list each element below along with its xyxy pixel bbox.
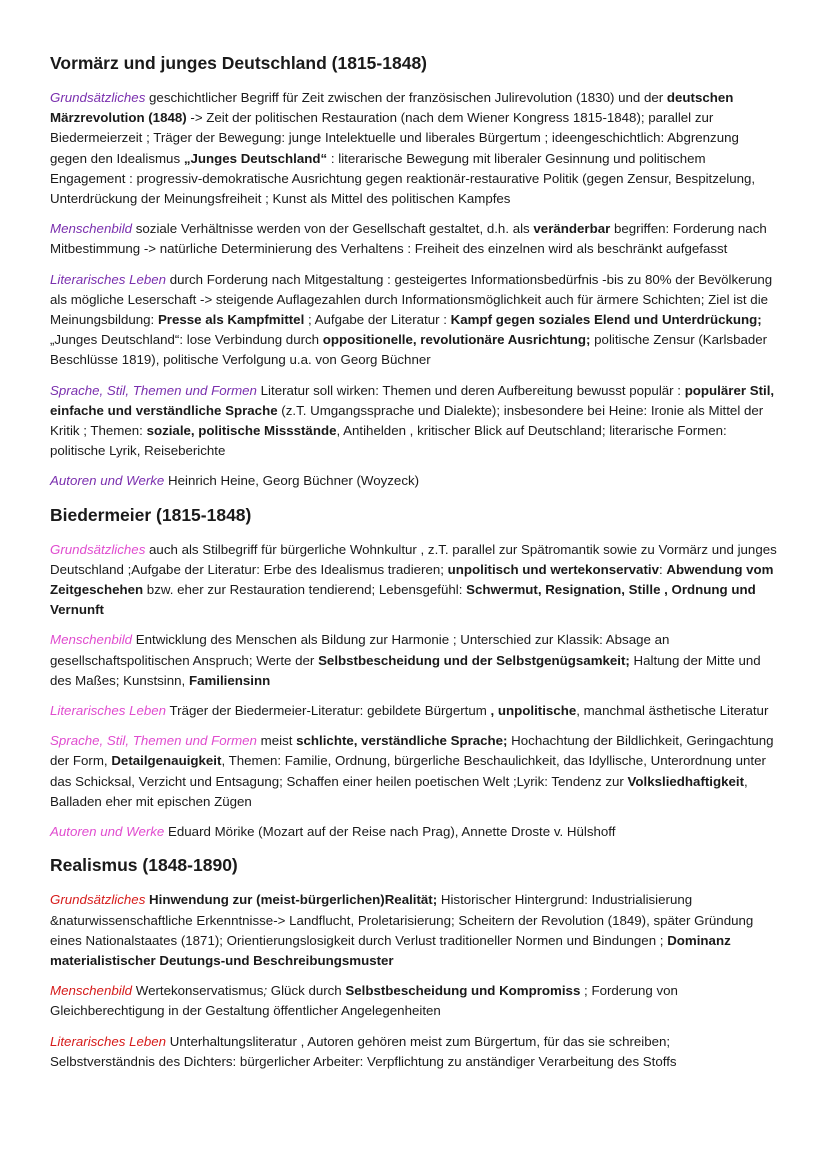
- text: :: [658, 561, 667, 577]
- bold-text: Detailgenauigkeit: [111, 753, 222, 769]
- text: , Themen: Familie, Ordnung, bürgerliche Beschaulichkeit, das Idyllische, Unterordnung unter das Schicksal, Verzicht und Entsagung; Schaffen einer heilen poetischen Welt ;Lyrik: Tendenz zur: [50, 753, 766, 789]
- text: ; Aufgabe der Literatur :: [304, 312, 451, 328]
- bold-text: populärer Stil, einfache und verständliche Sprache: [50, 382, 775, 418]
- text: , manchmal ästhetische Literatur: [576, 703, 769, 719]
- section-0: [50, 52, 778, 492]
- paragraph-label: Literarisches Leben: [50, 271, 167, 287]
- paragraph-label: Sprache, Stil, Themen und Formen: [50, 733, 257, 749]
- paragraph-label: Menschenbild: [50, 632, 133, 648]
- text: Literatur soll wirken: Themen und deren Aufbereitung bewusst populär :: [256, 382, 685, 398]
- section-1: [50, 504, 778, 843]
- paragraph: [50, 540, 778, 621]
- paragraph: [50, 981, 778, 1021]
- paragraph: [50, 890, 778, 971]
- bold-text: Selbstbescheidung und Kompromiss: [345, 983, 581, 999]
- bold-text: „Junges Deutschland“: [183, 150, 328, 166]
- bold-text: Presse als Kampfmittel: [157, 312, 305, 328]
- text: (z.T. Umgangssprache und Dialekte); insbesondere bei Heine: Ironie als Mittel der Kritik ; Themen:: [50, 402, 764, 439]
- text: „Junges Deutschland“: lose Verbindung durch: [50, 332, 323, 348]
- text: begriffen: Forderung nach Mitbestimmung -> natürliche Determinierung des Verhaltens : Freiheit des einzelnen wird als beschränkt aufgefasst: [50, 221, 767, 257]
- bold-text: soziale, politische Missstände: [146, 423, 337, 439]
- bold-text: Dominanz materialistischer Deutungs-und Beschreibungsmuster: [50, 932, 731, 968]
- text: geschichtlicher Begriff für Zeit zwischen der französischen Julirevolution (1830) und der: [145, 90, 667, 105]
- text: Entwicklung des Menschen als Bildung zur Harmonie ; Unterschied zur Klassik: Absage an gesellschaftspolitischen Anspruch; Werte der: [50, 632, 670, 668]
- paragraph-label: Menschenbild: [50, 221, 133, 237]
- paragraph: [50, 1032, 778, 1072]
- text: politische Zensur (Karlsbader Beschlüsse 1819), politische Verfolgung u.a. von Georg Büchner: [50, 332, 768, 368]
- text: Eduard Mörike (Mozart auf der Reise nach Prag), Annette Droste v. Hülshoff: [164, 824, 616, 840]
- text: soziale Verhältnisse werden von der Gesellschaft gestaltet, d.h. als: [132, 221, 534, 237]
- paragraph: [50, 381, 778, 462]
- paragraph-label: Menschenbild: [50, 983, 133, 999]
- section-title: Realismus (1848-1890): [50, 855, 238, 876]
- bold-text: , unpolitische: [490, 703, 577, 719]
- bold-text: unpolitisch und wertekonservativ: [447, 561, 659, 577]
- bold-text: Schwermut, Resignation, Stille , Ordnung und Vernunft: [50, 582, 756, 618]
- text: Träger der Biedermeier-Literatur: gebildete Bürgertum: [166, 703, 491, 719]
- section-2: [50, 854, 778, 1072]
- bold-text: Hinwendung zur (meist-bürgerlichen)Realität;: [149, 892, 438, 908]
- text: meist: [256, 733, 297, 749]
- text: Wertekonservatismus: [132, 983, 264, 999]
- paragraph: [50, 731, 778, 812]
- paragraph-label: Literarisches Leben: [50, 1033, 167, 1049]
- text: Heinrich Heine, Georg Büchner (Woyzeck): [164, 473, 420, 489]
- paragraph-label: Literarisches Leben: [50, 703, 167, 719]
- bold-text: veränderbar: [533, 221, 611, 237]
- text: ; Forderung von Gleichberechtigung in der Gestaltung öffentlicher Angelegenheiten: [50, 983, 678, 1019]
- text: bzw. eher zur Restauration tendierend; Lebensgefühl:: [143, 582, 467, 598]
- paragraph: [50, 630, 778, 691]
- text: auch als Stilbegriff für bürgerliche Wohnkultur , z.T. parallel zur Spätromantik sowie zu Vormärz und junges Deutschland ;Aufgabe der Literatur: Erbe des Idealismus tradieren;: [50, 541, 777, 577]
- text: Haltung der Mitte und des Maßes; Kunstsinn,: [50, 652, 761, 688]
- bold-text: schlichte, verständliche Sprache;: [296, 733, 508, 749]
- text: , Antihelden , kritischer Blick auf Deutschland; literarische Formen: politische Lyrik, Reiseberichte: [50, 423, 727, 459]
- bold-text: Kampf gegen soziales Elend und Unterdrückung;: [450, 312, 762, 328]
- text: , Balladen eher mit epischen Zügen: [50, 773, 748, 809]
- section-title: Vormärz und junges Deutschland (1815-1848): [50, 53, 428, 73]
- text: : literarische Bewegung mit liberaler Gesinnung und politischem Engagement : progressiv-demokratische Ausrichtung gegen reaktionär-restaurative Politik (gegen Zensur, Bespitzelung, Unterdrückung der Meinungsfreiheit ; Kunst als Mittel des politischen Kampfes: [50, 150, 756, 207]
- text: durch Forderung nach Mitgestaltung : gesteigertes Informationsbedürfnis -bis zu 80% der Bevölkerung als mögliche Leserschaft -> steigende Auflagezahlen durch Informationsmöglichkeit auch für ärmere Schichten; Ziel ist die Meinungsbildung:: [50, 271, 773, 328]
- paragraph: [50, 270, 778, 371]
- text: Unterhaltungsliteratur , Autoren gehören meist zum Bürgertum, für das sie schreiben; Selbstverständnis des Dichters: bürgerlicher Arbeiter: Verpflichtung zu anständiger Verarbeitung des Stoffs: [50, 1033, 677, 1069]
- paragraph: [50, 822, 778, 842]
- paragraph-label: Grundsätzliches: [50, 90, 146, 105]
- text: Glück durch: [267, 983, 346, 999]
- text: Historischer Hintergrund: Industrialisierung &naturwissenschaftliche Erkenntnisse-> Landflucht, Proletarisierung; Scheitern der Revolution (1849), später Gründung eines Nationalstaates (1871); Orientierungslosigkeit durch Verlust traditioneller Normen und Bindungen ;: [50, 892, 754, 948]
- text: ;: [263, 983, 268, 999]
- paragraph: [50, 701, 778, 721]
- paragraph-label: Sprache, Stil, Themen und Formen: [50, 382, 257, 398]
- paragraph-label: Autoren und Werke: [50, 473, 165, 489]
- text: Hochachtung der Bildlichkeit, Geringachtung der Form,: [50, 733, 774, 769]
- paragraph: [50, 88, 778, 209]
- paragraph-label: Autoren und Werke: [50, 824, 165, 840]
- bold-text: Familiensinn: [188, 672, 271, 688]
- text: -> Zeit der politischen Restauration (nach dem Wiener Kongress 1815-1848); parallel zur Biedermeierzeit ; Träger der Bewegung: junge Intelektuelle und liberales Bürgertum ; ideengeschichtlich: Abgrenzung gegen den Idealismus: [50, 110, 739, 166]
- paragraph: [50, 219, 778, 259]
- bold-text: oppositionelle, revolutionäre Ausrichtung;: [322, 332, 591, 348]
- bold-text: Volksliedhaftigkeit: [627, 773, 745, 789]
- paragraph-label: Grundsätzliches: [50, 541, 146, 557]
- bold-text: Selbstbescheidung und der Selbstgenügsamkeit;: [318, 652, 630, 668]
- paragraph: [50, 471, 778, 491]
- bold-text: deutschen Märzrevolution (1848): [50, 90, 734, 126]
- section-title: Biedermeier (1815-1848): [50, 504, 252, 525]
- bold-text: Abwendung vom Zeitgeschehen: [50, 561, 774, 598]
- paragraph-label: Grundsätzliches: [50, 892, 146, 908]
